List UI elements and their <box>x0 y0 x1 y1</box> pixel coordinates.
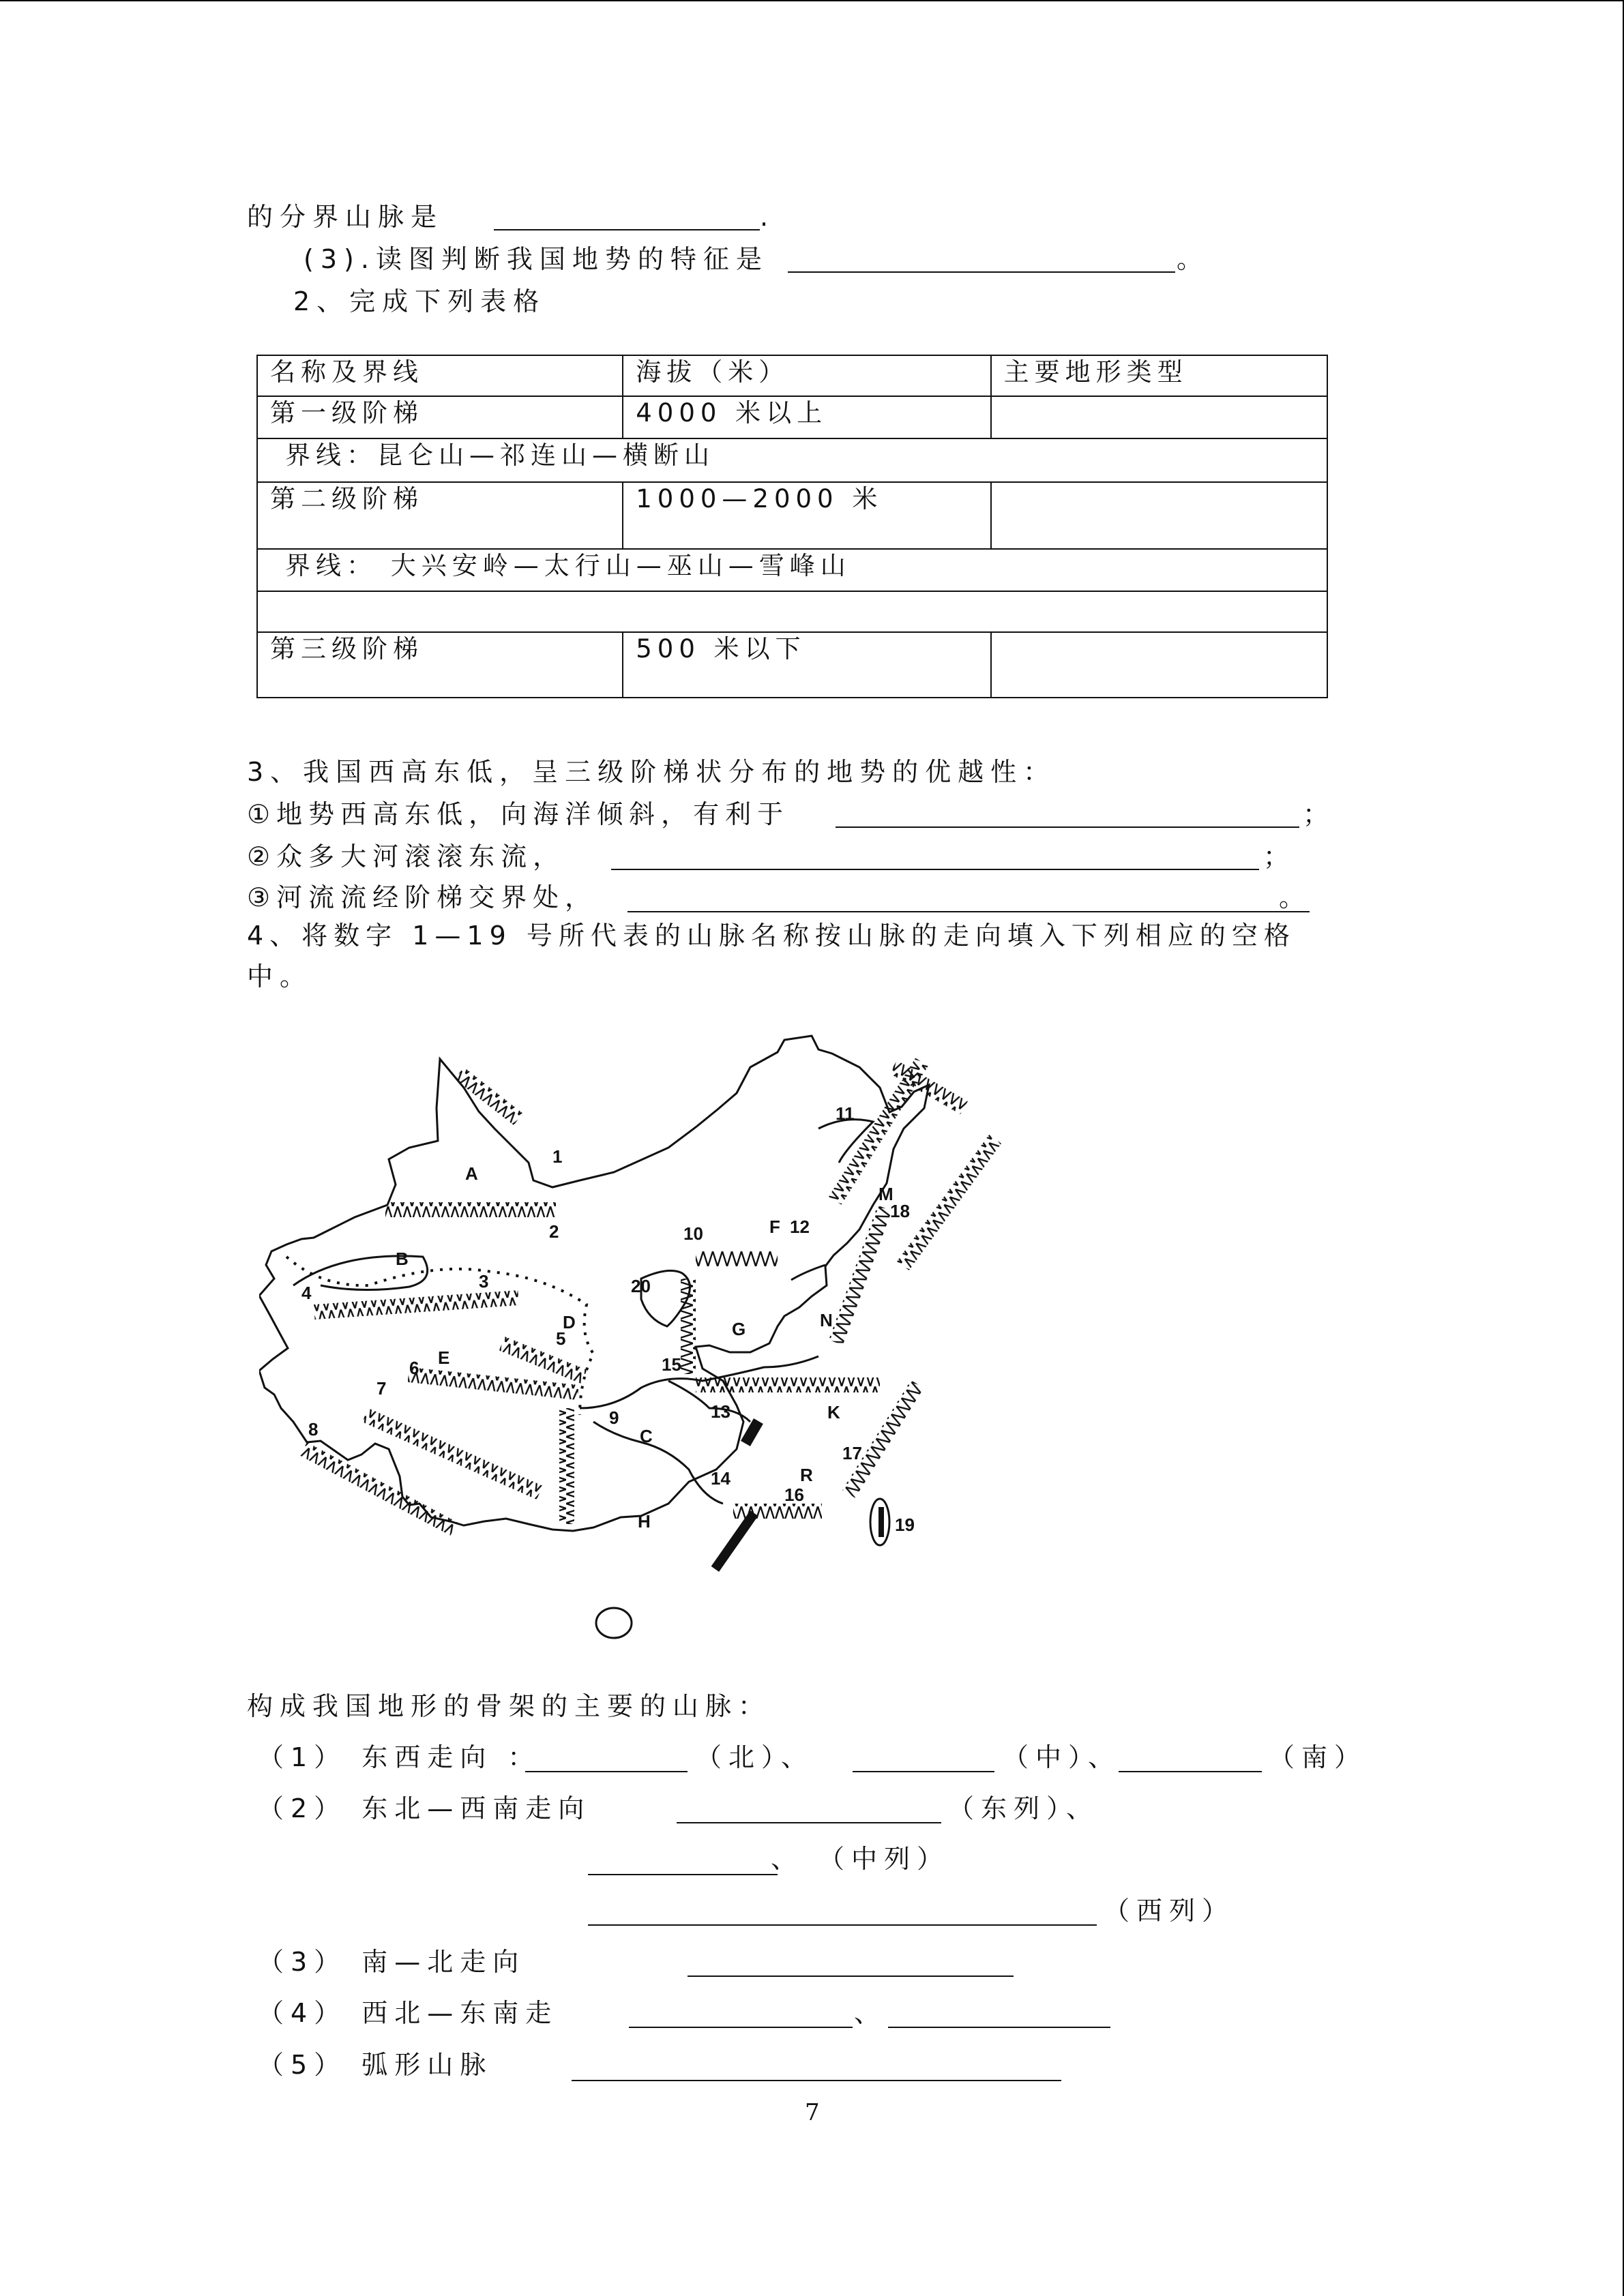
label-K: K <box>827 1402 840 1422</box>
label-C: C <box>640 1426 653 1446</box>
step2-name: 第二级阶梯 <box>257 482 623 549</box>
nw-label: （4） 西北—东南走 <box>258 1998 559 2028</box>
label-13: 13 <box>711 1401 730 1422</box>
intro-line-1: 的分界山脉是 <box>247 202 444 232</box>
label-9: 9 <box>609 1407 619 1428</box>
mountain-14 <box>711 1510 758 1572</box>
boundary1: 界线：昆仑山—祁连山—横断山 <box>257 438 1327 482</box>
table-row <box>257 549 1327 591</box>
empty-row <box>257 591 1327 632</box>
step1-altitude: 4000 米以上 <box>623 396 990 438</box>
q3-item2-end: ； <box>1263 841 1290 871</box>
label-2: 2 <box>549 1221 559 1242</box>
ne-east: （东列）、 <box>948 1793 1099 1823</box>
answer-blank[interactable] <box>494 229 760 230</box>
mountain-9 <box>559 1408 574 1524</box>
label-7: 7 <box>377 1378 387 1399</box>
q4-line-2: 中。 <box>247 961 313 992</box>
label-F: F <box>769 1217 780 1237</box>
ne-label: （2） 东北—西南走向 <box>258 1793 591 1823</box>
intro-line-2-end: 。 <box>1177 244 1203 274</box>
label-H: H <box>638 1511 651 1532</box>
label-11: 11 <box>836 1103 855 1124</box>
ew-south: （南） <box>1269 1742 1368 1772</box>
answer-blank[interactable] <box>525 1771 688 1772</box>
page-top-border <box>0 0 1623 1</box>
table-row <box>257 396 1327 438</box>
label-16: 16 <box>784 1485 804 1505</box>
q3-item3-end: 。 <box>1279 882 1305 912</box>
answer-blank[interactable] <box>629 2027 853 2028</box>
mountain-5 <box>499 1337 587 1384</box>
q3-item2: ②众多大河滚滚东流， <box>247 841 565 871</box>
label-5: 5 <box>556 1328 566 1349</box>
boundary2: 界线： 大兴安岭—太行山—巫山—雪峰山 <box>257 549 1327 591</box>
page-number: 7 <box>805 2099 820 2126</box>
answer-blank[interactable] <box>611 869 1259 870</box>
skeleton-title: 构成我国地形的骨架的主要的山脉： <box>247 1691 771 1721</box>
section-2-title: 2、完成下列表格 <box>293 286 546 316</box>
table-row <box>257 438 1327 482</box>
arc-label: （5） 弧形山脉 <box>258 2050 493 2080</box>
mountain-7 <box>362 1408 543 1500</box>
ne-middle-sep: 、 <box>771 1844 804 1874</box>
label-6: 6 <box>409 1358 419 1378</box>
nw-sep: 、 <box>854 1998 887 2028</box>
intro-line-1-end: . <box>760 202 769 232</box>
answer-blank[interactable] <box>888 2027 1110 2028</box>
ew-label: （1） 东西走向 ： <box>258 1742 541 1772</box>
yunnan-line <box>593 1422 723 1504</box>
answer-blank[interactable] <box>688 1976 1014 1977</box>
mountain-17 <box>842 1380 924 1498</box>
label-4: 4 <box>301 1283 312 1303</box>
label-B: B <box>396 1249 409 1269</box>
mountain-10 <box>696 1251 778 1266</box>
label-8: 8 <box>308 1419 319 1440</box>
label-E: E <box>438 1347 450 1368</box>
label-3: 3 <box>479 1271 489 1292</box>
q3-item3: ③河流流经阶梯交界处， <box>247 882 597 912</box>
china-mountains-map <box>259 1026 1023 1640</box>
label-A: A <box>465 1163 478 1184</box>
mountain-19 <box>879 1507 884 1537</box>
china-outline <box>259 1036 929 1531</box>
answer-blank[interactable] <box>677 1822 941 1823</box>
map-labels <box>301 1103 915 1535</box>
q3-title: 3、我国西高东低，呈三级阶梯状分布的地势的优越性： <box>247 757 1057 787</box>
label-19: 19 <box>895 1515 915 1535</box>
mountain-20 <box>681 1279 696 1374</box>
table-header-row <box>257 355 1327 396</box>
terrain-steps-table <box>256 355 1328 698</box>
ne-west: （西列） <box>1104 1896 1235 1926</box>
step3-landform-cell[interactable] <box>991 632 1327 698</box>
intro-line-2: (3).读图判断我国地势的特征是 <box>304 244 769 274</box>
ne-middle: （中列） <box>818 1844 950 1874</box>
step1-landform-cell[interactable] <box>991 396 1327 438</box>
table-row <box>257 482 1327 549</box>
mountain-8 <box>300 1442 458 1536</box>
bohai-line <box>791 1265 825 1280</box>
answer-blank[interactable] <box>853 1771 994 1772</box>
answer-blank[interactable] <box>588 1924 1097 1926</box>
label-17: 17 <box>842 1443 862 1463</box>
q3-item1-end: ； <box>1303 799 1329 829</box>
header-altitude: 海拔（米） <box>623 355 990 396</box>
step3-altitude: 500 米以下 <box>623 632 990 698</box>
q4-line-1: 4、将数字 1—19 号所代表的山脉名称按山脉的走向填入下列相应的空格 <box>247 921 1296 951</box>
header-name: 名称及界线 <box>257 355 623 396</box>
mountain-18 <box>897 1135 1001 1270</box>
label-20: 20 <box>631 1276 651 1296</box>
label-D: D <box>563 1312 576 1332</box>
q3-item1: ①地势西高东低，向海洋倾斜，有利于 <box>247 799 790 829</box>
step3-name: 第三级阶梯 <box>257 632 623 698</box>
answer-blank[interactable] <box>788 271 1175 273</box>
step2-landform-cell[interactable] <box>991 482 1327 549</box>
mountain-1 <box>454 1067 522 1125</box>
ew-north: （北）、 <box>696 1742 814 1772</box>
label-N: N <box>820 1310 833 1330</box>
label-1: 1 <box>552 1146 563 1167</box>
ew-middle: （中）、 <box>1003 1742 1121 1772</box>
answer-blank[interactable] <box>572 2080 1061 2081</box>
label-15: 15 <box>662 1354 681 1375</box>
mountain-2 <box>385 1202 556 1217</box>
answer-blank[interactable] <box>836 826 1299 828</box>
step1-name: 第一级阶梯 <box>257 396 623 438</box>
answer-blank[interactable] <box>1119 1771 1262 1772</box>
label-M: M <box>879 1184 894 1204</box>
label-14: 14 <box>711 1468 730 1489</box>
answer-blank[interactable] <box>588 1874 778 1875</box>
mountain-15 <box>696 1377 880 1392</box>
table-row <box>257 591 1327 632</box>
label-G: G <box>732 1319 746 1339</box>
header-landform: 主要地形类型 <box>991 355 1327 396</box>
label-18: 18 <box>890 1201 910 1221</box>
step2-altitude: 1000—2000 米 <box>623 482 990 549</box>
mountain-3 <box>314 1290 519 1320</box>
answer-blank[interactable] <box>628 911 1310 912</box>
label-12: 12 <box>790 1217 810 1237</box>
label-R: R <box>800 1465 813 1485</box>
hainan-island <box>596 1608 632 1638</box>
ns-label: （3） 南—北走向 <box>258 1947 526 1977</box>
table-row <box>257 632 1327 698</box>
label-10: 10 <box>683 1223 703 1244</box>
